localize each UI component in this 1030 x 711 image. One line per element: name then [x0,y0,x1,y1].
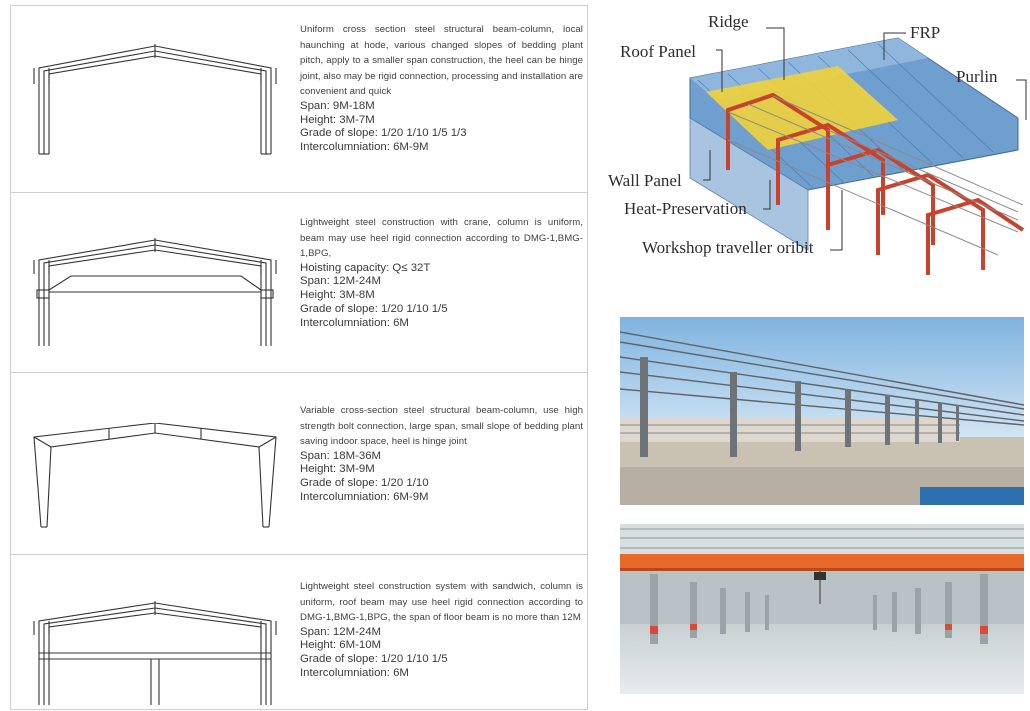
row-3-description: Variable cross-section steel structural beam-column, use high strength bolt connection, large span, small slope of bedding plant saving indoor space, heel is hinge joint [300,405,583,448]
spec-hoisting: Hoisting capacity: Q≤ 32T [300,261,431,274]
label-workshop-traveller: Workshop traveller oribit [642,238,814,257]
spec-span: Span: 12M-24M [300,625,382,638]
structure-row-2 [11,192,587,372]
spec-span: Span: 18M-36M [300,449,382,462]
spec-slope: Grade of slope: 1/20 1/10 1/5 [300,653,448,666]
sandwich-frame-diagram [31,601,281,707]
spec-span: Span: 9M-18M [300,99,375,112]
row-2-description: Lightweight steel construction with crane, column is uniform, beam may use heel rigid connection according to DMG-1,BMG-1,BPG, [300,217,583,260]
portal-frame-diagram-1 [31,44,281,158]
workshop-interior-crane-photo [620,524,1024,694]
structure-row-4 [11,554,587,709]
row-1-description: Uniform cross section steel structural beam-column, local haunching at hode, various changed slopes of bedding plant pitch, apply to a smaller span construction, the heel can be hinge joint, also may be rigid connection, processing and installation are convenient and quick [300,24,583,98]
row-2-text [300,215,583,330]
spec-height: Height: 6M-10M [300,639,382,652]
spec-slope: Grade of slope: 1/20 1/10 [300,477,429,490]
row-3-text [300,403,583,505]
row-4-description: Lightweight steel construction system with sandwich, column is uniform, roof beam may use heel rigid connection according to DMG-1,BMG-1,BPG, the span of floor beam is no more than 12M [300,581,583,624]
steel-frame-construction-photo [620,317,1024,505]
spec-height: Height: 3M-9M [300,463,375,476]
spec-intercolumniation: Intercolumniation: 6M [300,316,409,329]
structure-types-panel [10,5,588,710]
label-purlin: Purlin [956,67,998,86]
row-4-specs [300,626,583,681]
label-heat-preservation: Heat-Preservation [624,199,747,218]
row-2-specs [300,262,583,331]
label-frp: FRP [910,23,941,42]
spec-slope: Grade of slope: 1/20 1/10 1/5 [300,302,448,315]
crane-frame-diagram [31,238,281,350]
spec-height: Height: 3M-7M [300,113,375,126]
building-exploded-view [598,0,1030,300]
spec-intercolumniation: Intercolumniation: 6M [300,666,409,679]
row-3-specs [300,450,583,505]
spec-span: Span: 12M-24M [300,275,382,288]
spec-slope: Grade of slope: 1/20 1/10 1/5 1/3 [300,127,467,140]
row-4-text [300,579,583,681]
label-roof-panel: Roof Panel [620,42,697,61]
label-wall-panel: Wall Panel [608,171,682,190]
label-ridge: Ridge [708,12,749,31]
structure-row-3 [11,372,587,554]
spec-intercolumniation: Intercolumniation: 6M-9M [300,490,429,503]
spec-intercolumniation: Intercolumniation: 6M-9M [300,141,429,154]
spec-height: Height: 3M-8M [300,289,375,302]
tapered-frame-diagram [31,423,281,529]
row-1-text [300,22,583,155]
structure-row-1 [11,6,587,192]
row-1-specs [300,100,583,155]
